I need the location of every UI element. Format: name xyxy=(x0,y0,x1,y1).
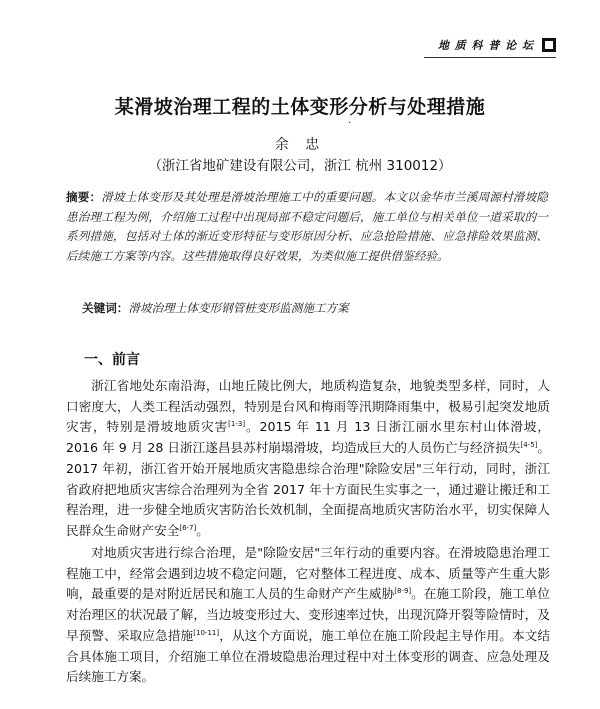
citation-4: [8-9] xyxy=(394,587,412,596)
header-label: 地 质 科 普 论 坛 xyxy=(437,39,534,52)
para1-text-1: 浙江省地处东南沿海，山地丘陵比例大，地质构造复杂，地貌类型多样，同时，人口密度大，人类工程活动强烈，特别是台风和梅雨等汛期降雨集中，极易引起突发地质灾害，特别是滑坡地质灾害 xyxy=(66,378,550,435)
citation-5: [10-11] xyxy=(193,628,220,637)
para2-text-2: 。在施工阶段，施工单位对治理区的状况最了解，当边坡变形过大、变形速率过快，出现沉降开裂等险情时，及早预警、采取应急措施 xyxy=(66,586,551,643)
abstract-text: 滑坡土体变形及其处理是滑坡治理施工中的重要问题。本文以金华市兰溪周源村滑坡隐患治理工程为例，介绍施工过程中出现局部不稳定问题后，施工单位与相关单位一道采取的一系列措施，包括对土体的渐近变形特征与变形原因分析、应急抢险措施、应急排险效果监测、后续施工方案等内容。这些措施取得良好效果，为类似施工提供借鉴经验。 xyxy=(66,190,548,263)
citation-3: [6-7] xyxy=(179,523,197,532)
para2-text-1: 对地质灾害进行综合治理，是"除险安居"三年行动的重要内容。在滑坡隐患治理工程施工中，经常会遇到边坡不稳定问题，它对整体工程进度、成本、质量等产生重大影响，最重要的是对附近居民和施工人员的生命财产产生威胁 xyxy=(66,545,550,602)
running-header xyxy=(424,36,556,54)
author-name: 余 忠 xyxy=(274,137,326,153)
stray-mark-icon: · xyxy=(348,118,352,129)
citation-1: [1-3] xyxy=(228,420,246,429)
body-paragraph-1 xyxy=(66,376,550,542)
section-heading: 一、前言 xyxy=(84,352,140,368)
para2-text-3: ，从这个方面说，施工单位在施工阶段起主导作用。本文结合具体施工项目，介绍施工单位在滑坡隐患治理过程中对土体变形的调查、应急处理及后续施工方案。 xyxy=(66,627,551,685)
keywords-text: 滑坡治理土体变形钢管桩变形监测施工方案 xyxy=(128,301,349,315)
abstract xyxy=(66,188,548,266)
para1-text-4: 。 xyxy=(196,522,209,538)
para1-text-2: 。2015 年 11 月 13 日浙江丽水里东村山体滑坡，2016 年 9 月 28 日浙江遂昌县苏村崩塌滑坡，均造成巨大的人员伤亡与经济损失 xyxy=(66,419,551,456)
keywords-label: 关键词： xyxy=(82,301,129,315)
header-square-icon xyxy=(542,38,556,52)
keywords xyxy=(82,300,548,316)
abstract-label: 摘要： xyxy=(66,190,102,204)
article-title: 某滑坡治理工程的土体变形分析与处理措施 xyxy=(114,96,486,118)
body-paragraph-2 xyxy=(66,543,550,688)
header-rule xyxy=(424,57,556,58)
author-affiliation: （浙江省地矿建设有限公司，浙江 杭州 310012） xyxy=(148,158,452,174)
para1-text-3: 。2017 年初，浙江省开始开展地质灾害隐患综合治理"除险安居"三年行动，同时，浙江省政府把地质灾害综合治理列为全省 2017 年十方面民生实事之一，通过避让搬迁和工程治理，进一步健全地质灾害防治长效机制，全面提高地质灾害防治水平，切实保障人民群众生命财产安全 xyxy=(66,440,551,538)
citation-2: [4-5] xyxy=(520,440,538,449)
